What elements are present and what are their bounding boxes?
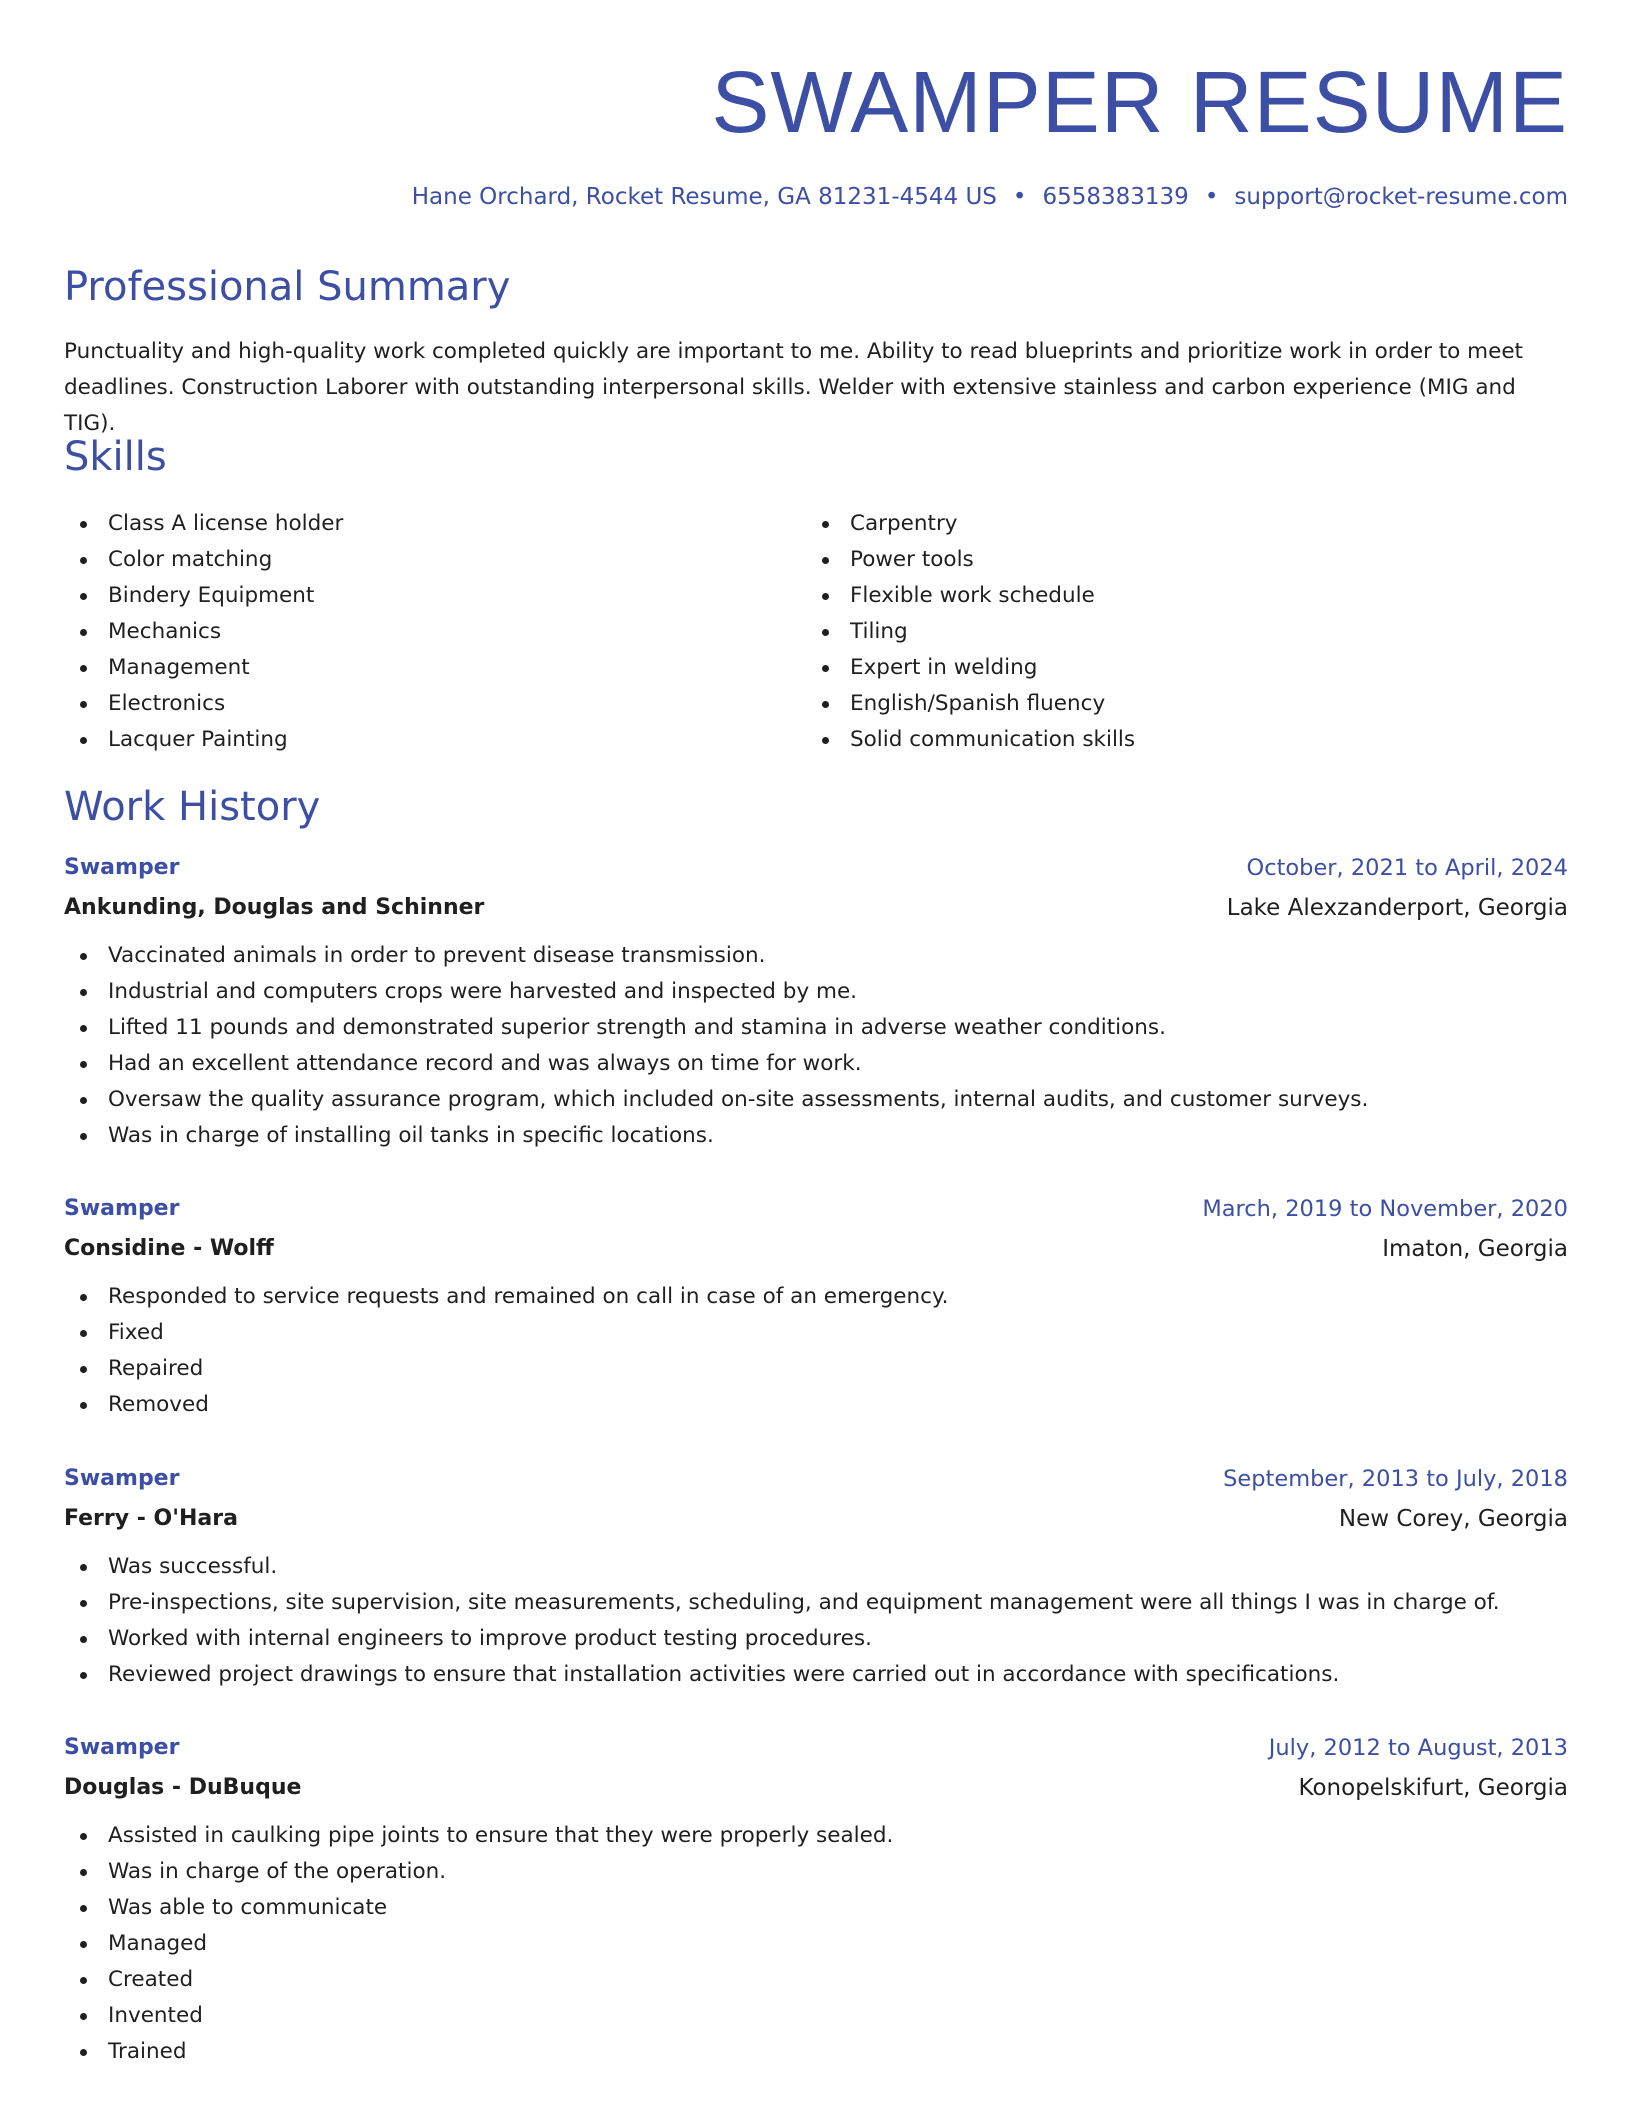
job-bullet: Invented <box>64 1998 1568 2034</box>
skills-heading: Skills <box>64 434 167 480</box>
skill-item: Solid communication skills <box>806 722 1135 758</box>
job-location: Lake Alexzanderport, Georgia <box>1226 895 1568 921</box>
skill-item: Flexible work schedule <box>806 578 1135 614</box>
job-dates: March, 2019 to November, 2020 <box>1202 1196 1568 1222</box>
skill-item: Bindery Equipment <box>64 578 343 614</box>
job-location: Imaton, Georgia <box>1382 1236 1568 1262</box>
job-bullet: Created <box>64 1962 1568 1998</box>
job-entry <box>64 1189 1568 1423</box>
job-company: Ferry - O'Hara <box>64 1506 238 1531</box>
job-bullet: Vaccinated animals in order to prevent disease transmission. <box>64 938 1568 974</box>
skills-list-right <box>806 506 1135 758</box>
job-bullet: Responded to service requests and remained on call in case of an emergency. <box>64 1279 1568 1315</box>
job-company: Ankunding, Douglas and Schinner <box>64 895 485 920</box>
summary-heading: Professional Summary <box>64 264 511 310</box>
job-bullets <box>64 1549 1568 1693</box>
job-dates: July, 2012 to August, 2013 <box>1268 1735 1568 1761</box>
skill-item: English/Spanish fluency <box>806 686 1135 722</box>
job-bullet: Fixed <box>64 1315 1568 1351</box>
job-bullet: Was successful. <box>64 1549 1568 1585</box>
job-company: Douglas - DuBuque <box>64 1775 302 1800</box>
job-bullet: Repaired <box>64 1351 1568 1387</box>
contact-separator: • <box>1204 184 1219 210</box>
job-entry <box>64 1728 1568 2070</box>
job-bullet: Removed <box>64 1387 1568 1423</box>
skills-list-left <box>64 506 343 758</box>
job-bullet: Reviewed project drawings to ensure that installation activities were carried out in accordance with specifications. <box>64 1657 1568 1693</box>
contact-line <box>412 182 1568 212</box>
skill-item: Management <box>64 650 343 686</box>
job-bullet: Was in charge of installing oil tanks in specific locations. <box>64 1118 1568 1154</box>
job-dates: October, 2021 to April, 2024 <box>1246 855 1568 881</box>
skill-item: Electronics <box>64 686 343 722</box>
job-bullet: Was able to communicate <box>64 1890 1568 1926</box>
job-location: New Corey, Georgia <box>1338 1506 1568 1532</box>
job-title: Swamper <box>64 1196 180 1221</box>
job-bullet: Worked with internal engineers to improve product testing procedures. <box>64 1621 1568 1657</box>
skill-item: Power tools <box>806 542 1135 578</box>
job-bullet: Managed <box>64 1926 1568 1962</box>
job-company: Considine - Wolff <box>64 1236 274 1261</box>
contact-phone: 6558383139 <box>1042 184 1189 210</box>
job-bullets <box>64 1279 1568 1423</box>
job-bullets <box>64 938 1568 1154</box>
skill-item: Expert in welding <box>806 650 1135 686</box>
job-bullet: Had an excellent attendance record and was always on time for work. <box>64 1046 1568 1082</box>
summary-text: Punctuality and high-quality work completed quickly are important to me. Ability to read blueprints and prioritize work in order to meet deadlines. Construction Laborer with outstanding interpersonal skills. Welder with extensive stainless and carbon experience (MIG and TIG). <box>64 339 1523 436</box>
job-entry <box>64 1459 1568 1693</box>
skill-item: Mechanics <box>64 614 343 650</box>
skill-item: Lacquer Painting <box>64 722 343 758</box>
skill-item: Carpentry <box>806 506 1135 542</box>
contact-address: Hane Orchard, Rocket Resume, GA 81231-4544 US <box>411 184 997 210</box>
job-bullet: Was in charge of the operation. <box>64 1854 1568 1890</box>
job-entry <box>64 848 1568 1154</box>
contact-email: support@rocket-resume.com <box>1234 184 1568 210</box>
job-dates: September, 2013 to July, 2018 <box>1223 1466 1568 1492</box>
job-bullets <box>64 1818 1568 2070</box>
job-title: Swamper <box>64 855 180 880</box>
skill-item: Color matching <box>64 542 343 578</box>
job-bullet: Pre-inspections, site supervision, site measurements, scheduling, and equipment management were all things I was in charge of. <box>64 1585 1568 1621</box>
job-bullet: Industrial and computers crops were harvested and inspected by me. <box>64 974 1568 1010</box>
job-bullet: Lifted 11 pounds and demonstrated superior strength and stamina in adverse weather conditions. <box>64 1010 1568 1046</box>
contact-separator: • <box>1012 184 1027 210</box>
job-location: Konopelskifurt, Georgia <box>1298 1775 1568 1801</box>
skill-item: Tiling <box>806 614 1135 650</box>
job-title: Swamper <box>64 1466 180 1491</box>
job-bullet: Assisted in caulking pipe joints to ensure that they were properly sealed. <box>64 1818 1568 1854</box>
resume-title: SWAMPER RESUME <box>711 54 1568 151</box>
skill-item: Class A license holder <box>64 506 343 542</box>
job-bullet: Trained <box>64 2034 1568 2070</box>
work-history-heading: Work History <box>64 784 321 830</box>
job-bullet: Oversaw the quality assurance program, which included on-site assessments, internal audits, and customer surveys. <box>64 1082 1568 1118</box>
job-title: Swamper <box>64 1735 180 1760</box>
